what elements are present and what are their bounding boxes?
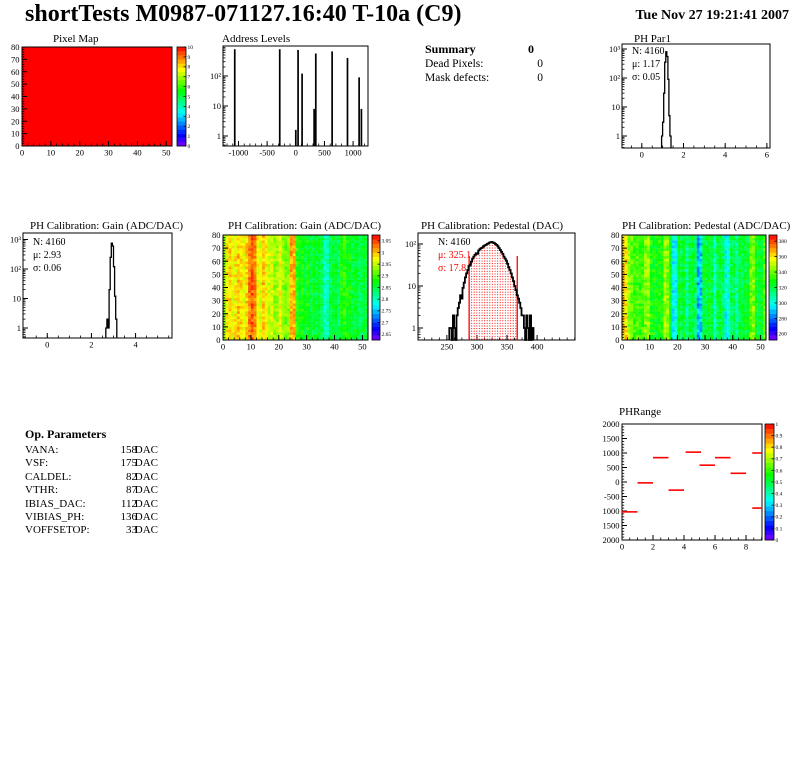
svg-text:2.85: 2.85 bbox=[381, 285, 392, 292]
svg-text:30: 30 bbox=[302, 341, 311, 352]
summary-row-value: 0 bbox=[537, 72, 543, 84]
svg-text:260: 260 bbox=[778, 331, 787, 338]
svg-text:2.8: 2.8 bbox=[381, 297, 389, 304]
svg-text:0: 0 bbox=[293, 147, 298, 158]
svg-text:300: 300 bbox=[778, 300, 787, 307]
svg-text:2.65: 2.65 bbox=[381, 332, 392, 339]
svg-text:-1000: -1000 bbox=[228, 147, 249, 158]
param-label: VTHR: bbox=[25, 484, 58, 497]
svg-text:70: 70 bbox=[611, 243, 620, 254]
svg-text:20: 20 bbox=[11, 116, 20, 127]
svg-text:2.95: 2.95 bbox=[381, 262, 392, 269]
svg-text:4: 4 bbox=[187, 104, 191, 111]
svg-text:0: 0 bbox=[220, 341, 226, 352]
svg-text:30: 30 bbox=[611, 295, 620, 306]
svg-text:10: 10 bbox=[611, 321, 620, 332]
svg-text:7: 7 bbox=[187, 74, 191, 81]
svg-text:1: 1 bbox=[187, 134, 191, 140]
svg-text:500: 500 bbox=[318, 147, 331, 158]
svg-text:80: 80 bbox=[11, 42, 20, 52]
svg-text:0: 0 bbox=[19, 147, 25, 158]
param-unit: DAC bbox=[134, 510, 158, 523]
svg-text:2000: 2000 bbox=[602, 419, 620, 429]
param-label: CALDEL: bbox=[25, 470, 72, 483]
svg-text:70: 70 bbox=[11, 54, 20, 65]
gain-histogram-title: PH Calibration: Gain (ADC/DAC) bbox=[30, 220, 184, 232]
svg-text:30: 30 bbox=[212, 295, 221, 306]
svg-text:0: 0 bbox=[15, 141, 20, 151]
svg-text:10²: 10² bbox=[404, 239, 416, 249]
ph-par1-title: PH Par1 bbox=[634, 33, 671, 45]
svg-text:8: 8 bbox=[743, 541, 749, 552]
svg-text:20: 20 bbox=[75, 147, 84, 158]
param-value: 87 bbox=[126, 484, 137, 497]
mean-value: μ: 1.17 bbox=[632, 59, 661, 70]
param-value: 175 bbox=[120, 457, 137, 470]
svg-text:0: 0 bbox=[615, 477, 620, 487]
svg-text:360: 360 bbox=[778, 254, 787, 261]
svg-text:10: 10 bbox=[246, 341, 256, 352]
svg-text:1000: 1000 bbox=[344, 147, 362, 158]
svg-text:300: 300 bbox=[470, 341, 484, 352]
page-title: shortTests M0987-071127.16:40 T-10a (C9) bbox=[25, 1, 462, 27]
svg-text:20: 20 bbox=[274, 341, 284, 352]
pixel-map-title: Pixel Map bbox=[53, 33, 99, 45]
svg-text:1500: 1500 bbox=[602, 520, 620, 531]
svg-text:2: 2 bbox=[187, 124, 191, 131]
param-value: 82 bbox=[126, 470, 137, 483]
svg-text:10: 10 bbox=[212, 321, 221, 332]
svg-text:0: 0 bbox=[45, 339, 50, 350]
svg-text:60: 60 bbox=[11, 66, 20, 77]
svg-text:1: 1 bbox=[615, 131, 620, 141]
svg-text:60: 60 bbox=[212, 256, 221, 267]
param-unit: DAC bbox=[134, 497, 158, 510]
phrange-title: PHRange bbox=[619, 406, 662, 418]
svg-text:6: 6 bbox=[712, 541, 718, 552]
svg-text:-500: -500 bbox=[603, 491, 620, 502]
svg-text:30: 30 bbox=[11, 103, 20, 114]
svg-text:1: 1 bbox=[411, 323, 416, 333]
svg-text:40: 40 bbox=[212, 282, 221, 293]
svg-text:50: 50 bbox=[11, 79, 20, 90]
param-unit: DAC bbox=[134, 524, 158, 537]
summary-heading-value: 0 bbox=[528, 42, 534, 56]
svg-text:40: 40 bbox=[133, 147, 142, 158]
svg-text:3.05: 3.05 bbox=[381, 238, 392, 245]
svg-text:2.9: 2.9 bbox=[381, 273, 389, 280]
entries-count: N: 4160 bbox=[438, 237, 471, 248]
svg-text:6: 6 bbox=[187, 84, 191, 91]
svg-text:80: 80 bbox=[611, 230, 620, 240]
svg-text:9: 9 bbox=[187, 54, 191, 61]
param-label: VIBIAS_PH: bbox=[25, 510, 85, 523]
svg-text:0: 0 bbox=[216, 335, 221, 345]
svg-text:3: 3 bbox=[187, 114, 191, 121]
svg-text:50: 50 bbox=[358, 341, 367, 352]
svg-text:40: 40 bbox=[11, 91, 20, 102]
svg-text:2000: 2000 bbox=[602, 535, 620, 545]
svg-text:40: 40 bbox=[728, 341, 738, 352]
svg-text:10³: 10³ bbox=[608, 44, 620, 54]
svg-text:340: 340 bbox=[778, 269, 787, 276]
sigma-value: σ: 17.8 bbox=[438, 263, 467, 274]
svg-text:20: 20 bbox=[611, 308, 620, 319]
svg-text:0: 0 bbox=[639, 149, 644, 160]
svg-text:40: 40 bbox=[330, 341, 339, 352]
svg-text:2.7: 2.7 bbox=[381, 320, 389, 327]
entries-count: N: 4160 bbox=[33, 237, 66, 248]
svg-text:280: 280 bbox=[778, 316, 787, 323]
svg-text:1500: 1500 bbox=[602, 433, 620, 444]
sigma-value: σ: 0.05 bbox=[632, 72, 661, 83]
svg-text:4: 4 bbox=[133, 339, 138, 350]
svg-text:2: 2 bbox=[89, 339, 94, 350]
summary-row-label: Dead Pixels: bbox=[425, 58, 484, 70]
svg-text:10: 10 bbox=[11, 128, 20, 139]
svg-text:0: 0 bbox=[619, 541, 625, 552]
pedestal-histogram-title: PH Calibration: Pedestal (DAC) bbox=[421, 220, 564, 232]
svg-text:10²: 10² bbox=[608, 73, 620, 83]
svg-text:10: 10 bbox=[611, 102, 620, 112]
svg-text:70: 70 bbox=[212, 243, 221, 254]
param-unit: DAC bbox=[134, 457, 158, 470]
svg-text:80: 80 bbox=[212, 230, 221, 240]
summary-row-value: 0 bbox=[537, 58, 543, 70]
gain-map-title: PH Calibration: Gain (ADC/DAC) bbox=[228, 220, 382, 232]
timestamp: Tue Nov 27 19:21:41 2007 bbox=[635, 8, 789, 23]
svg-text:1: 1 bbox=[16, 323, 21, 333]
svg-text:10²: 10² bbox=[9, 264, 21, 274]
svg-text:20: 20 bbox=[673, 341, 682, 352]
svg-text:10: 10 bbox=[46, 147, 56, 158]
svg-text:50: 50 bbox=[756, 341, 765, 352]
svg-text:1000: 1000 bbox=[602, 506, 620, 516]
entries-count: N: 4160 bbox=[632, 46, 665, 57]
param-value: 33 bbox=[126, 524, 137, 537]
param-label: IBIAS_DAC: bbox=[25, 497, 86, 510]
svg-text:0: 0 bbox=[619, 341, 625, 352]
summary-row-label: Mask defects: bbox=[425, 72, 490, 84]
param-value: 112 bbox=[120, 497, 137, 510]
svg-text:30: 30 bbox=[104, 147, 113, 158]
svg-text:320: 320 bbox=[778, 285, 787, 292]
svg-text:10: 10 bbox=[407, 281, 416, 291]
svg-text:4: 4 bbox=[681, 541, 687, 552]
mean-value: μ: 2.93 bbox=[33, 250, 62, 261]
mean-value: μ: 325.1 bbox=[438, 250, 472, 261]
svg-text:10: 10 bbox=[645, 341, 654, 352]
svg-text:30: 30 bbox=[700, 341, 710, 352]
param-unit: DAC bbox=[134, 484, 158, 497]
svg-text:60: 60 bbox=[611, 256, 620, 267]
svg-text:20: 20 bbox=[212, 308, 221, 319]
param-label: VSF: bbox=[25, 457, 49, 470]
svg-text:1: 1 bbox=[216, 131, 221, 141]
svg-text:2.75: 2.75 bbox=[381, 308, 392, 315]
address-levels-title: Address Levels bbox=[222, 33, 291, 45]
param-unit: DAC bbox=[134, 470, 158, 483]
svg-text:0: 0 bbox=[187, 143, 191, 150]
param-unit: DAC bbox=[134, 444, 158, 456]
param-value: 136 bbox=[120, 510, 137, 523]
svg-text:500: 500 bbox=[606, 462, 620, 473]
svg-text:10²: 10² bbox=[209, 71, 221, 81]
param-label: VANA: bbox=[25, 444, 59, 456]
sigma-value: σ: 0.06 bbox=[33, 263, 62, 274]
pedestal-map-title: PH Calibration: Pedestal (ADC/DAC) bbox=[622, 220, 791, 232]
svg-text:10: 10 bbox=[212, 101, 221, 111]
param-value: 158 bbox=[120, 444, 137, 456]
svg-text:0: 0 bbox=[615, 335, 620, 345]
param-label: VOFFSETOP: bbox=[25, 524, 90, 537]
svg-text:380: 380 bbox=[778, 239, 787, 246]
svg-text:50: 50 bbox=[161, 147, 171, 158]
svg-text:2: 2 bbox=[650, 541, 656, 552]
svg-text:5: 5 bbox=[187, 94, 191, 101]
svg-text:350: 350 bbox=[500, 341, 514, 352]
svg-text:10: 10 bbox=[12, 293, 21, 304]
op-parameters-heading: Op. Parameters bbox=[25, 427, 107, 441]
svg-text:8: 8 bbox=[187, 64, 191, 71]
svg-text:3: 3 bbox=[381, 250, 385, 257]
svg-text:10³: 10³ bbox=[9, 234, 21, 245]
svg-text:6: 6 bbox=[764, 149, 769, 160]
svg-text:50: 50 bbox=[212, 269, 221, 280]
svg-text:-500: -500 bbox=[259, 147, 275, 158]
svg-text:250: 250 bbox=[440, 341, 454, 352]
svg-text:400: 400 bbox=[530, 341, 544, 352]
svg-text:10: 10 bbox=[187, 44, 193, 51]
svg-text:2: 2 bbox=[681, 149, 686, 160]
summary-heading-label: Summary bbox=[425, 42, 476, 56]
svg-text:50: 50 bbox=[611, 269, 620, 280]
svg-text:40: 40 bbox=[611, 282, 620, 293]
svg-text:1000: 1000 bbox=[602, 448, 620, 458]
svg-text:4: 4 bbox=[723, 149, 728, 160]
